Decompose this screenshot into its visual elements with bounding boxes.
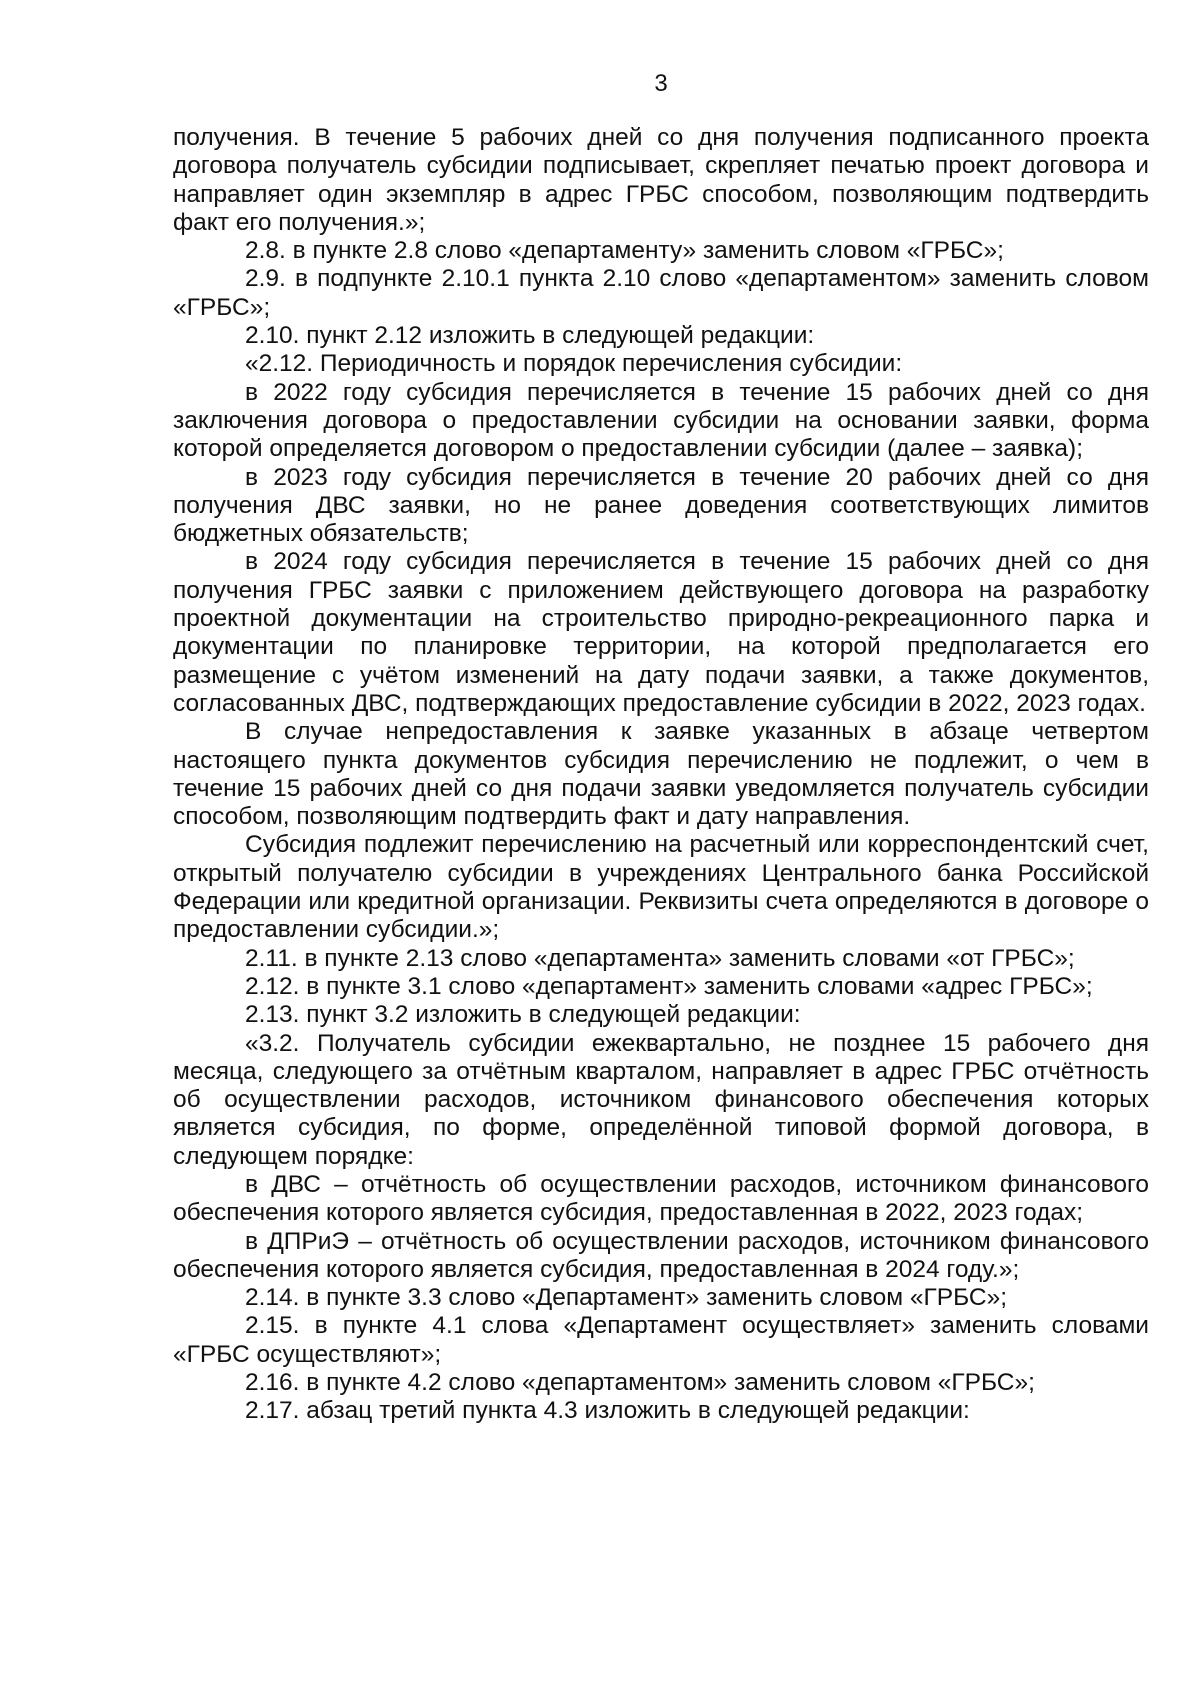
page-number: 3 (654, 70, 668, 97)
paragraph-item-2-12: 2.12. в пункте 3.1 слово «департамент» заменить словами «адрес ГРБС»; (245, 972, 1093, 1000)
paragraph-quote-2-12-heading: «2.12. Периодичность и порядок перечисления субсидии: (245, 350, 903, 378)
paragraph-2023: в 2023 году субсидия перечисляется в течение 20 рабочих дней со дня получения ДВС заявки, но не ранее доведения соответствующих лимитов бюджетных обязательств; (173, 463, 1149, 548)
paragraph-2024: в 2024 году субсидия перечисляется в течение 15 рабочих дней со дня получения ГРБС заявки с приложением действующего договора на разработку проектной документации на строительство природно-рекреационного парка и документации по планировке территории, на которой предполагается его размещение с учётом изменений на дату подачи заявки, а также документов, согласованных ДВС, подтверждающих предоставление субсидии в 2022, 2023 годах. (173, 548, 1149, 717)
paragraph-item-2-15: 2.15. в пункте 4.1 слова «Департамент осуществляет» заменить словами «ГРБС осуществляют»; (173, 1312, 1149, 1368)
paragraph-item-2-8: 2.8. в пункте 2.8 слово «департаменту» заменить словом «ГРБС»; (245, 237, 1004, 265)
paragraph-continuation: получения. В течение 5 рабочих дней со дня получения подписанного проекта договора получатель субсидии подписывает, скрепляет печатью проект договора и направляет один экземпляр в адрес ГРБС способом, позволяющим подтвердить факт его получения.»; (173, 124, 1149, 236)
paragraph-2022: в 2022 году субсидия перечисляется в течение 15 рабочих дней со дня заключения договора о предоставлении субсидии на основании заявки, форма которой определяется договором о предоставлении субсидии (далее – заявка); (173, 378, 1149, 463)
paragraph-item-2-10: 2.10. пункт 2.12 изложить в следующей редакции: (245, 322, 815, 350)
paragraph-item-2-17: 2.17. абзац третий пункта 4.3 изложить в следующей редакции: (245, 1397, 970, 1425)
paragraph-item-2-16: 2.16. в пункте 4.2 слово «департаментом» заменить словом «ГРБС»; (245, 1369, 1035, 1397)
paragraph-account: Субсидия подлежит перечислению на расчетный или корреспондентский счет, открытый получателю субсидии в учреждениях Центрального банка Российской Федерации или кредитной организации. Реквизиты счета определяются в договоре о предоставлении субсидии.»; (173, 831, 1149, 944)
paragraph-item-2-9: 2.9. в подпункте 2.10.1 пункта 2.10 слово «департаментом» заменить словом «ГРБС»; (173, 265, 1149, 321)
paragraph-item-2-11: 2.11. в пункте 2.13 слово «департамента» заменить словами «от ГРБС»; (245, 944, 1075, 972)
paragraph-item-2-14: 2.14. в пункте 3.3 слово «Департамент» заменить словом «ГРБС»; (245, 1284, 1008, 1312)
paragraph-non-submission: В случае непредоставления к заявке указанных в абзаце четвертом настоящего пункта документов субсидия перечислению не подлежит, о чем в течение 15 рабочих дней со дня подачи заявки уведомляется получатель субсидии способом, позволяющим подтвердить факт и дату направления. (173, 718, 1149, 831)
paragraph-dvs: в ДВС – отчётность об осуществлении расходов, источником финансового обеспечения которого является субсидия, предоставленная в 2022, 2023 годах; (173, 1170, 1149, 1227)
paragraph-item-2-13: 2.13. пункт 3.2 изложить в следующей редакции: (245, 1001, 801, 1029)
paragraph-quote-3-2: «3.2. Получатель субсидии ежеквартально, не позднее 15 рабочего дня месяца, следующего за отчётным кварталом, направляет в адрес ГРБС отчётность об осуществлении расходов, источником финансового обеспечения которых является субсидия, по форме, определённой типовой формой договора, в следующем порядке: (173, 1029, 1149, 1170)
paragraph-dprie: в ДПРиЭ – отчётность об осуществлении расходов, источником финансового обеспечения которого является субсидия, предоставленная в 2024 году.»; (173, 1227, 1149, 1283)
document-body (173, 124, 1149, 1426)
